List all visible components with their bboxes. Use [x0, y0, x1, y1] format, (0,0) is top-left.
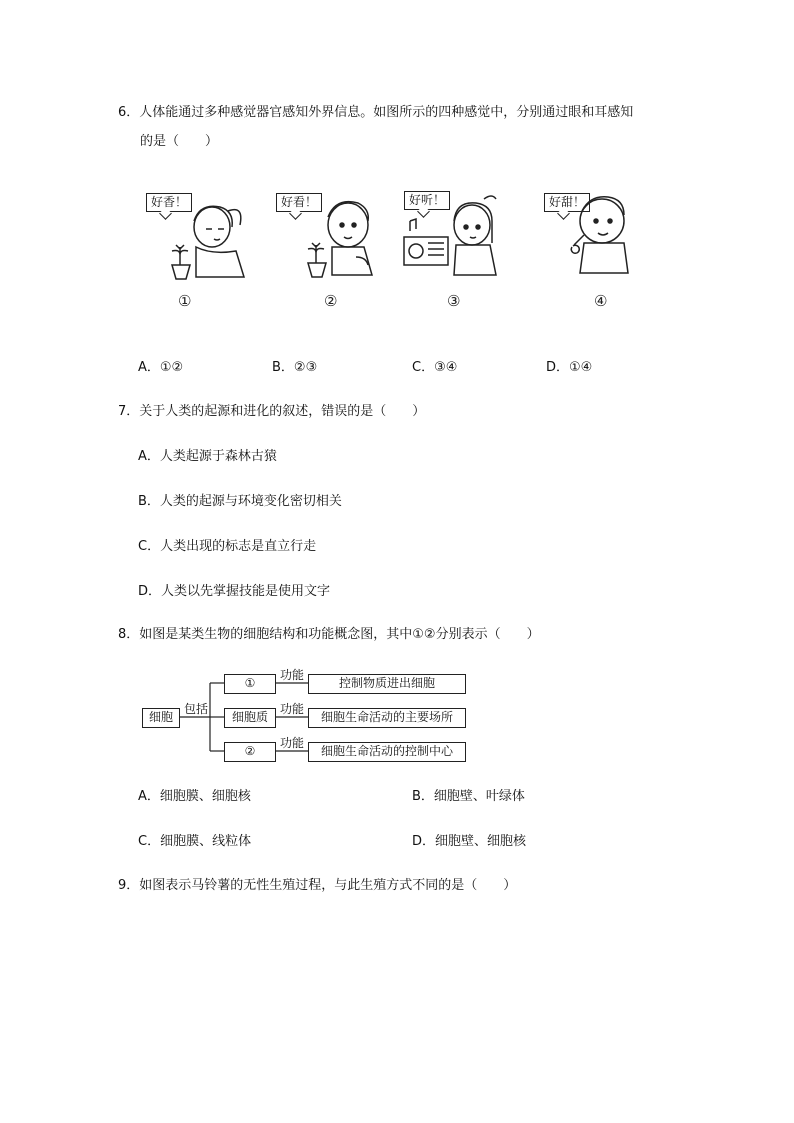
girl-smelling-flower-illustration	[140, 185, 260, 285]
q6-stem-line1: 6．人体能通过多种感觉器官感知外界信息。如图所示的四种感觉中，分别通过眼和耳感知	[118, 105, 634, 120]
q8-concept-diagram	[140, 665, 470, 765]
q8-row2-right-box: 细胞生命活动的主要场所	[308, 708, 466, 728]
q7-option-a[interactable]: A．人类起源于森林古猿	[138, 449, 277, 464]
q6-option-a[interactable]: A．①②	[138, 360, 184, 375]
girl-listening-radio-illustration	[400, 185, 510, 285]
q8-row1-right-box: 控制物质进出细胞	[308, 674, 466, 694]
q6-panel-2-bubble: 好看！	[276, 193, 322, 212]
q8-row2-func-label: 功能	[280, 702, 305, 716]
q8-option-a[interactable]: A．细胞膜、细胞核	[138, 789, 251, 804]
q6-panel-3-caption: ③	[447, 292, 461, 310]
q6-panel-1-caption: ①	[178, 292, 192, 310]
q8-option-d[interactable]: D．细胞壁、细胞核	[412, 834, 527, 849]
q6-panel-2-caption: ②	[324, 292, 338, 310]
q6-panel-4-bubble: 好甜！	[544, 193, 590, 212]
boy-looking-at-flower-illustration	[272, 185, 382, 285]
q8-row1-func-label: 功能	[280, 668, 305, 682]
q6-panel-3	[400, 185, 510, 285]
q6-panel-1	[140, 185, 260, 285]
q8-stem: 8．如图是某类生物的细胞结构和功能概念图，其中①②分别表示（ ）	[118, 627, 540, 642]
q6-panel-4	[540, 185, 640, 285]
q6-stem-line2: 的是（ ）	[140, 134, 219, 149]
q8-row2-left-box: 细胞质	[224, 708, 276, 728]
q8-row3-left-box: ②	[224, 742, 276, 762]
q6-panel-1-bubble: 好香！	[146, 193, 192, 212]
q7-option-c[interactable]: C．人类出现的标志是直立行走	[138, 539, 317, 554]
q6-panel-2	[272, 185, 382, 285]
q8-row3-func-label: 功能	[280, 736, 305, 750]
q8-root-box: 细胞	[142, 708, 180, 728]
q6-option-d[interactable]: D．①④	[546, 360, 593, 375]
boy-tasting-food-illustration	[540, 185, 640, 285]
q6-option-b[interactable]: B．②③	[272, 360, 318, 375]
q8-row1-left-box: ①	[224, 674, 276, 694]
q6-panel-4-caption: ④	[594, 292, 608, 310]
q6-panel-3-bubble: 好听！	[404, 191, 450, 210]
q8-row3-right-box: 细胞生命活动的控制中心	[308, 742, 466, 762]
q6-option-c[interactable]: C．③④	[412, 360, 458, 375]
q9-stem: 9．如图表示马铃薯的无性生殖过程，与此生殖方式不同的是（ ）	[118, 878, 517, 893]
q7-stem: 7．关于人类的起源和进化的叙述，错误的是（ ）	[118, 404, 426, 419]
q7-option-d[interactable]: D．人类以先掌握技能是使用文字	[138, 584, 331, 599]
q8-option-c[interactable]: C．细胞膜、线粒体	[138, 834, 252, 849]
q7-option-b[interactable]: B．人类的起源与环境变化密切相关	[138, 494, 342, 509]
q8-include-label: 包括	[184, 702, 209, 716]
q8-option-b[interactable]: B．细胞壁、叶绿体	[412, 789, 525, 804]
